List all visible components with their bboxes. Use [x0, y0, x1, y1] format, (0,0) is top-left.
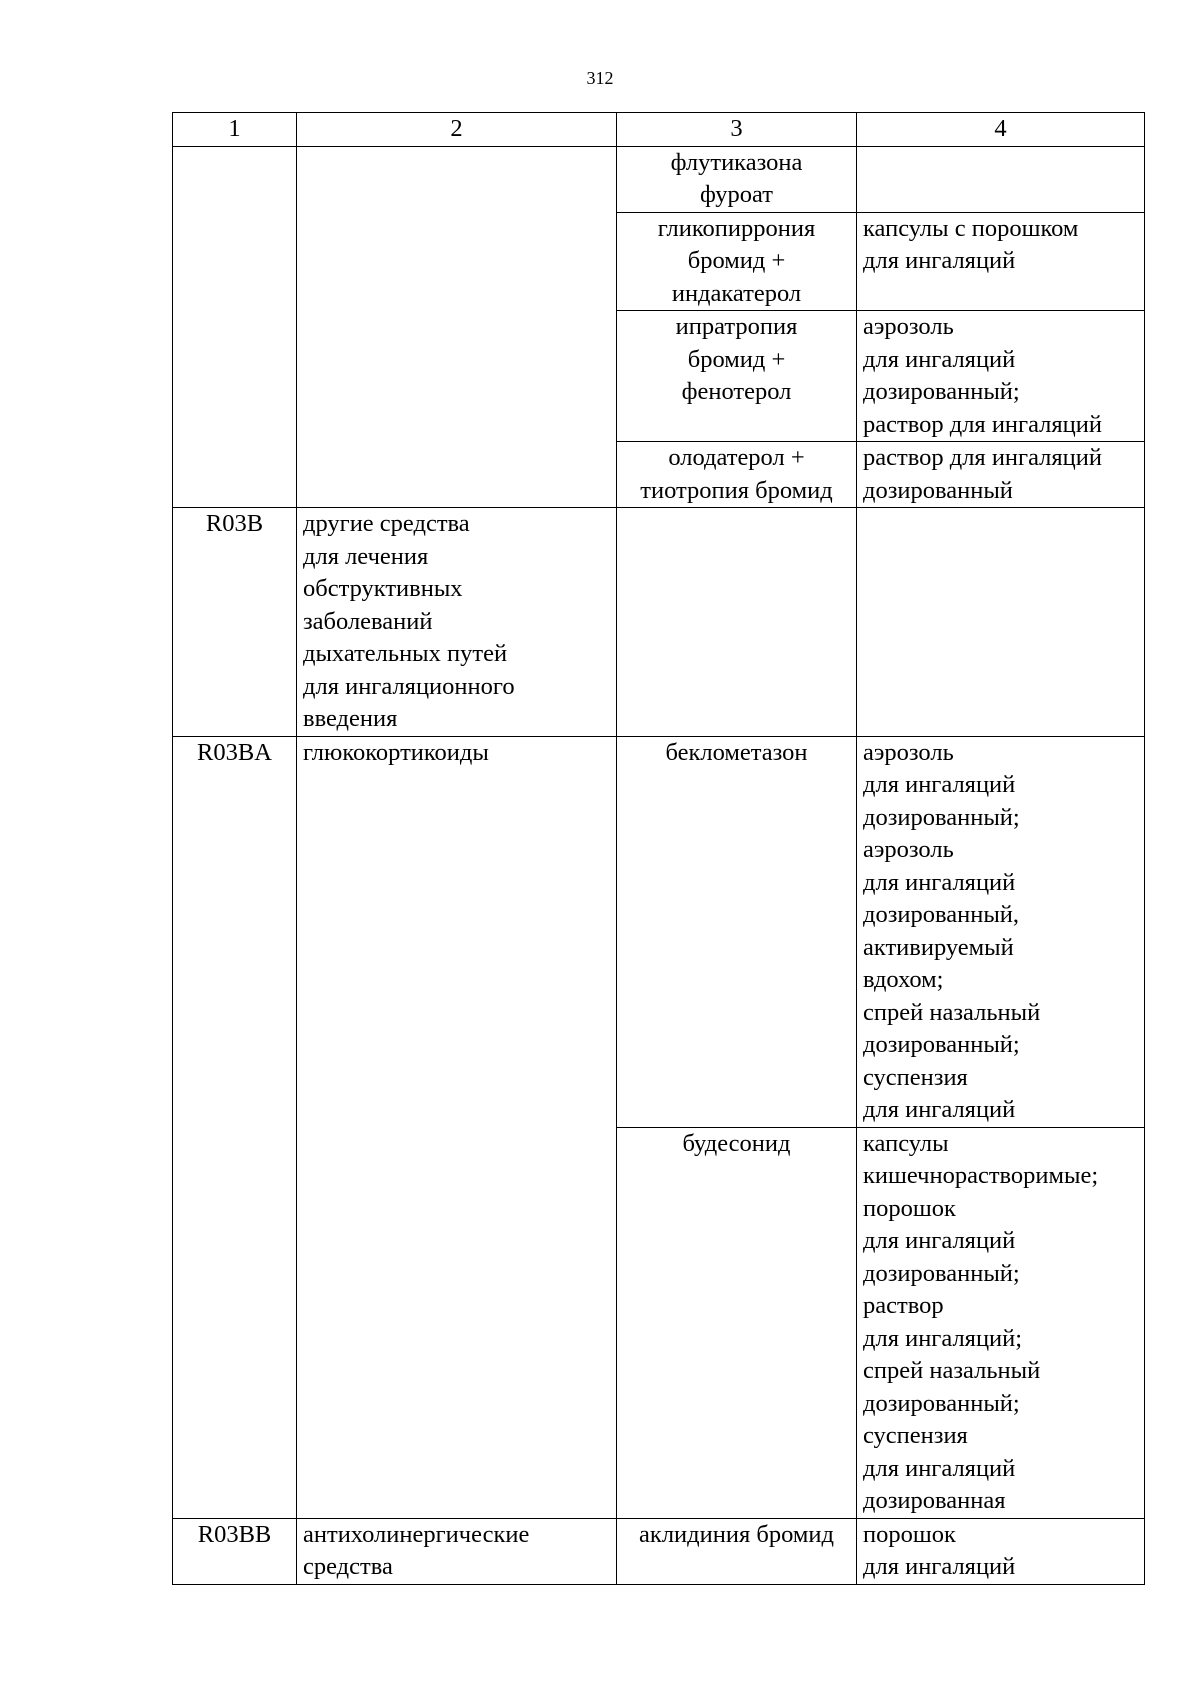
drug-name-line: индакатерол — [671, 279, 802, 307]
dosage-form-cell — [857, 442, 1145, 508]
drug-table — [172, 112, 1145, 1585]
dosage-form-cell — [857, 146, 1145, 212]
group-name-line: обструктивных — [303, 575, 463, 602]
dosage-form-line: капсулы — [863, 1129, 949, 1157]
atc-code-cell: R03BB — [173, 1518, 297, 1584]
drug-name-cell — [617, 1127, 857, 1518]
group-name-line: другие средства — [303, 510, 470, 537]
group-name-cell — [297, 508, 617, 737]
dosage-form-line: порошок — [863, 1520, 956, 1548]
dosage-form-line: для ингаляций — [863, 1227, 1016, 1254]
table-row — [173, 146, 1145, 212]
dosage-form-line: аэрозоль — [863, 738, 954, 766]
dosage-form-line: раствор для ингаляций — [863, 410, 1103, 438]
drug-name-line: бромид + — [687, 247, 786, 274]
group-name-line: для ингаляционного — [303, 672, 515, 700]
dosage-form-line: для ингаляций — [863, 1553, 1016, 1580]
group-name-cell — [297, 736, 617, 1518]
drug-name-line: будесонид — [682, 1129, 791, 1157]
dosage-form-cell — [857, 212, 1145, 311]
header-cell-2: 2 — [297, 113, 617, 147]
atc-code-cell — [173, 146, 297, 508]
dosage-form-line: дозированный, — [863, 901, 1020, 928]
group-name-line: введения — [303, 705, 398, 732]
drug-name-cell — [617, 736, 857, 1127]
dosage-form-line: дозированный; — [863, 1031, 1020, 1058]
dosage-form-line: дозированный; — [863, 803, 1020, 831]
group-name-line: глюкокортикоиды — [303, 738, 489, 766]
drug-name-line: ипратропия — [675, 313, 798, 340]
dosage-form-line: дозированный; — [863, 1389, 1020, 1417]
group-name-line: средства — [303, 1553, 393, 1580]
atc-code-cell: R03BA — [173, 736, 297, 1518]
drug-name-cell — [617, 311, 857, 442]
header-cell-1: 1 — [173, 113, 297, 147]
page-number: 312 — [586, 68, 614, 88]
drug-name-cell — [617, 212, 857, 311]
drug-name-line: тиотропия бромид — [640, 476, 833, 504]
group-name-line: дыхательных путей — [303, 640, 508, 667]
dosage-form-line: для ингаляций — [863, 247, 1016, 274]
dosage-form-cell — [857, 508, 1145, 737]
dosage-form-line: аэрозоль — [863, 836, 954, 863]
drug-name-cell — [617, 146, 857, 212]
dosage-form-line: для ингаляций — [863, 868, 1016, 896]
table-row — [173, 736, 1145, 1127]
dosage-form-line: кишечнорастворимые; — [863, 1162, 1099, 1189]
drug-name-line: фенотерол — [681, 378, 792, 405]
dosage-form-cell — [857, 311, 1145, 442]
drug-name-cell — [617, 442, 857, 508]
group-name-line: заболеваний — [303, 607, 433, 635]
dosage-form-line: для ингаляций; — [863, 1324, 1023, 1352]
header-row — [173, 113, 1145, 147]
dosage-form-line: для ингаляций — [863, 1096, 1016, 1123]
dosage-form-line: для ингаляций — [863, 771, 1016, 798]
atc-code-cell: R03B — [173, 508, 297, 737]
dosage-form-line: суспензия — [863, 1063, 968, 1091]
dosage-form-cell — [857, 1127, 1145, 1518]
dosage-form-line: дозированный; — [863, 378, 1020, 405]
dosage-form-line: дозированный; — [863, 1259, 1020, 1287]
drug-name-line: фуроат — [700, 181, 773, 208]
dosage-form-line: раствор для ингаляций — [863, 444, 1103, 471]
dosage-form-cell — [857, 1518, 1145, 1584]
dosage-form-line: аэрозоль — [863, 313, 954, 340]
table-row — [173, 508, 1145, 737]
drug-name-line: олодатерол + — [668, 444, 805, 471]
dosage-form-line: для ингаляций — [863, 345, 1016, 373]
group-name-line: для лечения — [303, 542, 429, 570]
drug-name-line: флутиказона — [670, 148, 803, 176]
header-cell-4: 4 — [857, 113, 1145, 147]
group-name-line: антихолинергические — [303, 1520, 530, 1548]
dosage-form-line: раствор — [863, 1292, 944, 1319]
drug-name-line: бромид + — [687, 345, 786, 373]
dosage-form-line: спрей назальный — [863, 1357, 1041, 1384]
dosage-form-line: вдохом; — [863, 966, 944, 993]
dosage-form-line: спрей назальный — [863, 998, 1041, 1026]
drug-name-line: аклидиния бромид — [639, 1520, 834, 1548]
table-row — [173, 1518, 1145, 1584]
drug-name-line: беклометазон — [665, 738, 808, 766]
drug-name-cell — [617, 1518, 857, 1584]
group-name-cell — [297, 1518, 617, 1584]
dosage-form-line: капсулы с порошком — [863, 214, 1079, 242]
dosage-form-line: активируемый — [863, 933, 1014, 961]
group-name-cell — [297, 146, 617, 508]
dosage-form-line: дозированный — [863, 476, 1013, 504]
dosage-form-line: дозированная — [863, 1487, 1006, 1514]
drug-name-line: гликопиррония — [657, 214, 816, 242]
dosage-form-line: суспензия — [863, 1422, 968, 1449]
drug-name-cell — [617, 508, 857, 737]
dosage-form-line: для ингаляций — [863, 1454, 1016, 1482]
dosage-form-line: порошок — [863, 1194, 956, 1222]
dosage-form-cell — [857, 736, 1145, 1127]
header-cell-3: 3 — [617, 113, 857, 147]
